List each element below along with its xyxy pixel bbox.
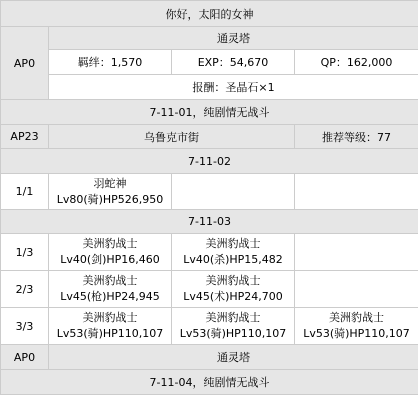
section-header-row xyxy=(1,210,418,234)
enemy-stats: Lv53(骑)HP110,107 xyxy=(179,327,287,340)
section-header: 7-11-04，纯剧情无战斗 xyxy=(1,370,418,395)
enemy-name: 美洲豹战士 xyxy=(205,274,261,287)
location-name: 通灵塔 xyxy=(49,27,418,50)
enemy-cell xyxy=(172,234,295,271)
recommended-level: 推荐等级：77 xyxy=(295,125,418,149)
wave-number: 3/3 xyxy=(1,308,49,345)
location-name: 通灵塔 xyxy=(49,345,418,370)
section-header: 7-11-01，纯剧情无战斗 xyxy=(1,100,418,125)
section-header-row xyxy=(1,370,418,395)
title-row xyxy=(1,1,418,27)
wave-row xyxy=(1,271,418,308)
wave-row xyxy=(1,234,418,271)
enemy-name: 美洲豹战士 xyxy=(82,274,138,287)
enemy-stats: Lv45(枪)HP24,945 xyxy=(60,290,160,303)
enemy-cell xyxy=(49,174,172,210)
bond-points: 羁绊：1,570 xyxy=(49,50,172,75)
enemy-stats: Lv53(骑)HP110,107 xyxy=(303,327,410,340)
section-header: 7-11-03 xyxy=(1,210,418,234)
quest-info-row xyxy=(1,125,418,149)
ap-cost: AP0 xyxy=(1,27,49,100)
enemy-cell xyxy=(49,234,172,271)
enemy-stats: Lv53(骑)HP110,107 xyxy=(56,327,164,340)
enemy-name: 美洲豹战士 xyxy=(205,311,261,324)
enemy-stats: Lv45(术)HP24,700 xyxy=(183,290,283,303)
ap-cost: AP0 xyxy=(1,345,49,370)
wave-number: 1/1 xyxy=(1,174,49,210)
wave-number: 1/3 xyxy=(1,234,49,271)
item-reward: 报酬：圣晶石×1 xyxy=(49,75,418,100)
enemy-name: 美洲豹战士 xyxy=(82,311,138,324)
quest-info-row xyxy=(1,345,418,370)
enemy-cell xyxy=(49,271,172,308)
rewards-row xyxy=(1,50,418,75)
enemy-cell-empty xyxy=(172,174,295,210)
quest-title: 你好，太阳的女神 xyxy=(1,1,418,27)
enemy-stats: Lv40(杀)HP15,482 xyxy=(183,253,283,266)
enemy-cell-empty xyxy=(295,271,418,308)
location-name: 乌鲁克市街 xyxy=(49,125,295,149)
enemy-name: 美洲豹战士 xyxy=(82,237,138,250)
enemy-stats: Lv40(剑)HP16,460 xyxy=(60,253,160,266)
wave-row xyxy=(1,174,418,210)
enemy-cell-empty xyxy=(295,234,418,271)
enemy-cell xyxy=(295,308,418,345)
wave-number: 2/3 xyxy=(1,271,49,308)
enemy-cell xyxy=(172,308,295,345)
section-header-row xyxy=(1,100,418,125)
ap-cost: AP23 xyxy=(1,125,49,149)
quest-info-row xyxy=(1,27,418,50)
enemy-cell xyxy=(49,308,172,345)
section-header-row xyxy=(1,149,418,174)
wave-row xyxy=(1,308,418,345)
enemy-name: 美洲豹战士 xyxy=(329,311,384,324)
enemy-stats: Lv80(骑)HP526,950 xyxy=(56,192,164,206)
item-reward-row xyxy=(1,75,418,100)
enemy-cell xyxy=(172,271,295,308)
enemy-name: 美洲豹战士 xyxy=(205,237,261,250)
qp-reward: QP：162,000 xyxy=(295,50,418,75)
section-header: 7-11-02 xyxy=(1,149,418,174)
exp-points: EXP：54,670 xyxy=(172,50,295,75)
enemy-name: 羽蛇神 xyxy=(93,176,127,190)
enemy-cell-empty xyxy=(295,174,418,210)
